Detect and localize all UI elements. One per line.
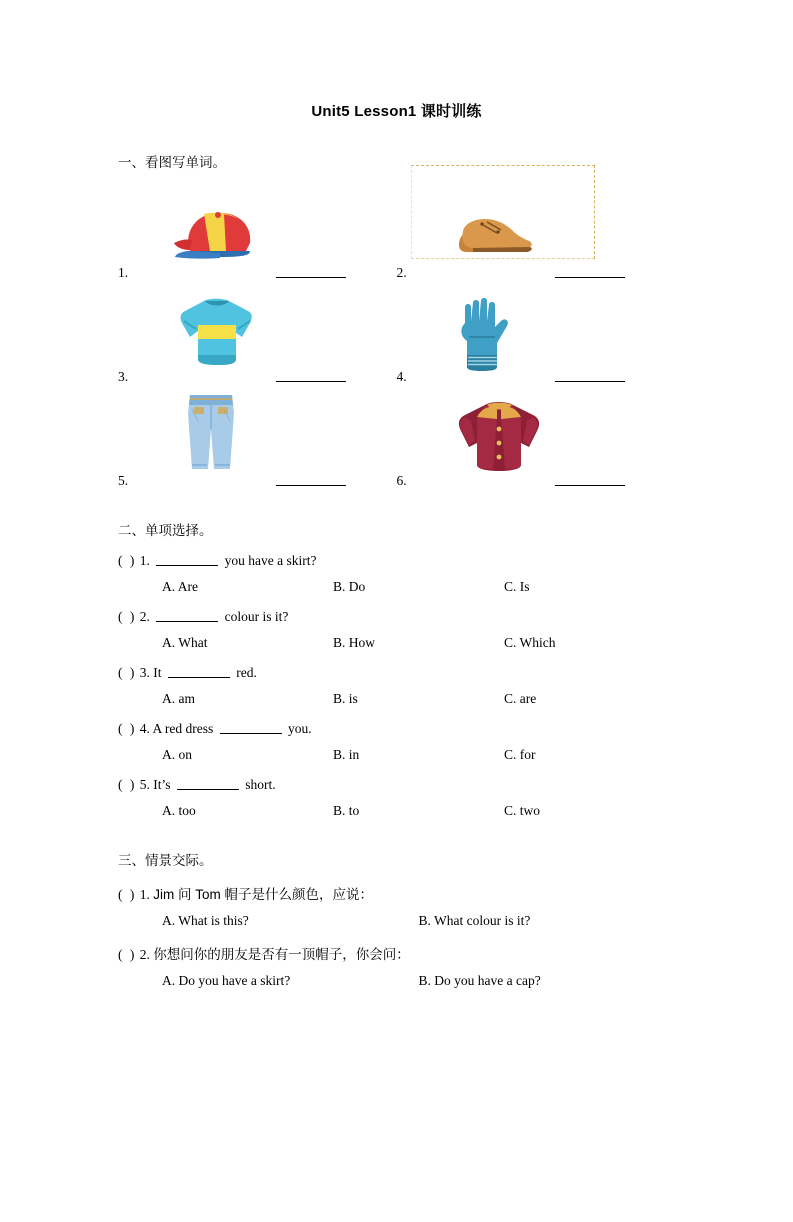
answer-bracket[interactable]: ( ) [118, 609, 137, 624]
question-number: 3. [139, 665, 150, 680]
option-c[interactable]: C. for [504, 747, 536, 762]
option-c[interactable]: C. two [504, 803, 541, 818]
option-row [118, 579, 675, 595]
picture-row [118, 281, 675, 385]
option-a[interactable]: A. on [162, 747, 192, 762]
answer-bracket[interactable]: ( ) [118, 777, 137, 792]
picture-item [118, 385, 397, 489]
inline-blank[interactable] [220, 722, 282, 734]
question-number: 4. [139, 721, 150, 736]
coat-icon [453, 399, 545, 473]
picture-word-task [118, 177, 675, 489]
question-text-before: A red dress [152, 721, 214, 736]
answer-bracket[interactable]: ( ) [118, 721, 137, 736]
answer-blank[interactable] [276, 484, 346, 486]
option-row [118, 691, 675, 707]
option-b[interactable]: B. What colour is it? [418, 913, 531, 928]
answer-bracket[interactable]: ( ) [118, 947, 137, 962]
picture-row [118, 385, 675, 489]
question-text: you have a skirt? [224, 553, 317, 568]
question-line [118, 777, 675, 793]
option-c[interactable]: C. Is [504, 579, 530, 594]
picture-number: 2. [396, 265, 407, 280]
question-line [118, 553, 675, 569]
question-text: red. [236, 665, 257, 680]
picture-item [397, 281, 676, 385]
option-b[interactable]: B. is [333, 691, 358, 706]
picture-number: 4. [396, 369, 407, 384]
option-b[interactable]: B. Do [333, 579, 366, 594]
page-title: Unit5 Lesson1 课时训练 [311, 103, 482, 120]
question-number: 1. [139, 553, 150, 568]
question-line [118, 721, 675, 737]
baseball-cap-icon [174, 207, 266, 259]
sweater-icon [174, 295, 260, 369]
question-text: short. [245, 777, 276, 792]
picture-row [118, 177, 675, 281]
option-a[interactable]: A. What is this? [162, 913, 249, 928]
option-row [118, 635, 675, 651]
option-b[interactable]: B. How [333, 635, 376, 650]
answer-blank[interactable] [555, 276, 625, 278]
picture-item [118, 281, 397, 385]
inline-blank[interactable] [168, 666, 230, 678]
worksheet-page [0, 100, 793, 1222]
option-b[interactable]: B. to [333, 803, 360, 818]
option-a[interactable]: A. too [162, 803, 196, 818]
picture-number: 6. [396, 473, 407, 488]
option-b[interactable]: B. Do you have a cap? [418, 973, 541, 988]
picture-number: 5. [118, 473, 129, 488]
picture-item [397, 177, 676, 281]
inline-blank[interactable] [156, 610, 218, 622]
jeans-icon [180, 391, 242, 473]
question-number: 5. [139, 777, 150, 792]
question-text: you. [288, 721, 312, 736]
question-text-before: It’s [153, 777, 171, 792]
option-a[interactable]: A. Are [162, 579, 198, 594]
answer-bracket[interactable]: ( ) [118, 887, 137, 902]
answer-bracket[interactable]: ( ) [118, 553, 137, 568]
question-line [118, 665, 675, 681]
question-line [118, 943, 675, 963]
option-c[interactable]: C. are [504, 691, 537, 706]
picture-number: 3. [118, 369, 129, 384]
option-row [118, 913, 675, 929]
inline-blank[interactable] [177, 778, 239, 790]
answer-blank[interactable] [276, 276, 346, 278]
question-text: 你想问你的朋友是否有一顶帽子，你会问： [153, 947, 410, 962]
question-text: colour is it? [224, 609, 289, 624]
option-row [118, 803, 675, 819]
answer-blank[interactable] [555, 380, 625, 382]
section-heading-1: 一、看图写单词。 [118, 155, 226, 170]
option-a[interactable]: A. Do you have a skirt? [162, 973, 291, 988]
picture-item [397, 385, 676, 489]
section-heading-2: 二、单项选择。 [118, 523, 213, 538]
option-b[interactable]: B. in [333, 747, 360, 762]
question-number: 2. [139, 609, 150, 624]
shoes-icon [453, 211, 543, 259]
question-number: 1. [139, 887, 150, 902]
option-a[interactable]: A. What [162, 635, 208, 650]
option-a[interactable]: A. am [162, 691, 195, 706]
option-row [118, 973, 675, 989]
inline-blank[interactable] [156, 554, 218, 566]
answer-blank[interactable] [555, 484, 625, 486]
picture-item [118, 177, 397, 281]
question-line [118, 609, 675, 625]
question-text: Jim 问 Tom 帽子是什么颜色，应说： [153, 887, 374, 902]
question-line [118, 883, 675, 903]
option-row [118, 747, 675, 763]
question-number: 2. [139, 947, 150, 962]
picture-number: 1. [118, 265, 129, 280]
option-c[interactable]: C. Which [504, 635, 556, 650]
section-heading-3: 三、情景交际。 [118, 853, 213, 868]
answer-blank[interactable] [276, 380, 346, 382]
gloves-icon [453, 293, 515, 373]
answer-bracket[interactable]: ( ) [118, 665, 137, 680]
question-text-before: It [153, 665, 162, 680]
